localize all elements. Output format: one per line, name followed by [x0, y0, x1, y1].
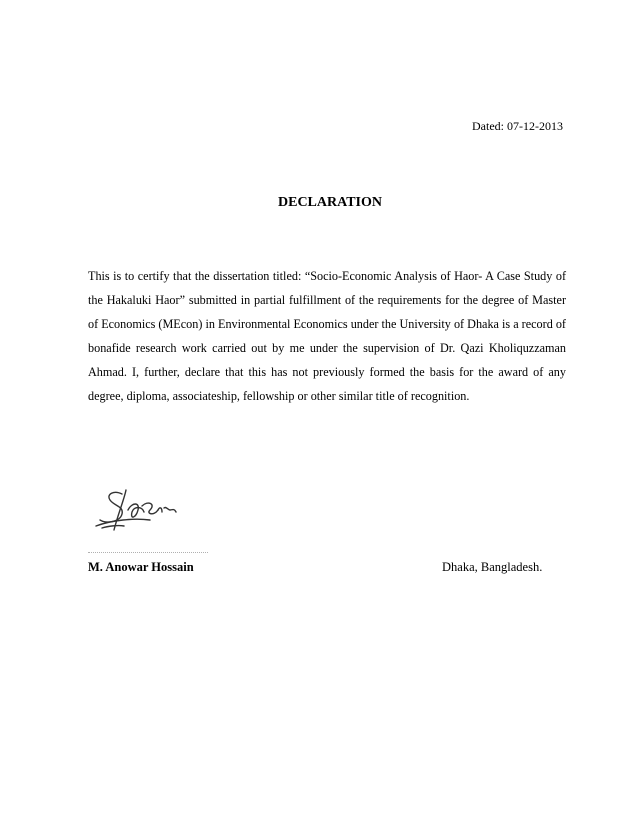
handwritten-signature: [88, 480, 188, 540]
declaration-paragraph: This is to certify that the dissertation titled: “Socio-Economic Analysis of Haor- A Case Study of the Hakaluki Haor” submitted in partial fulfillment of the requirements for the degree of Master of Economics (MEcon) in Environmental Economics under the University of Dhaka is a record of bonafide research work carried out by me under the supervision of Dr. Qazi Kholiquzzaman Ahmad. I, further, declare that this has not previously formed the basis for the award of any degree, diploma, associateship, fellowship or other similar title of recognition.: [88, 269, 566, 403]
signature-line: [88, 552, 208, 553]
place-line: Dhaka, Bangladesh.: [442, 560, 543, 574]
author-name: M. Anowar Hossain: [88, 560, 194, 574]
date-line: Dated: 07-12-2013: [472, 119, 563, 133]
page-title: DECLARATION: [278, 195, 382, 210]
